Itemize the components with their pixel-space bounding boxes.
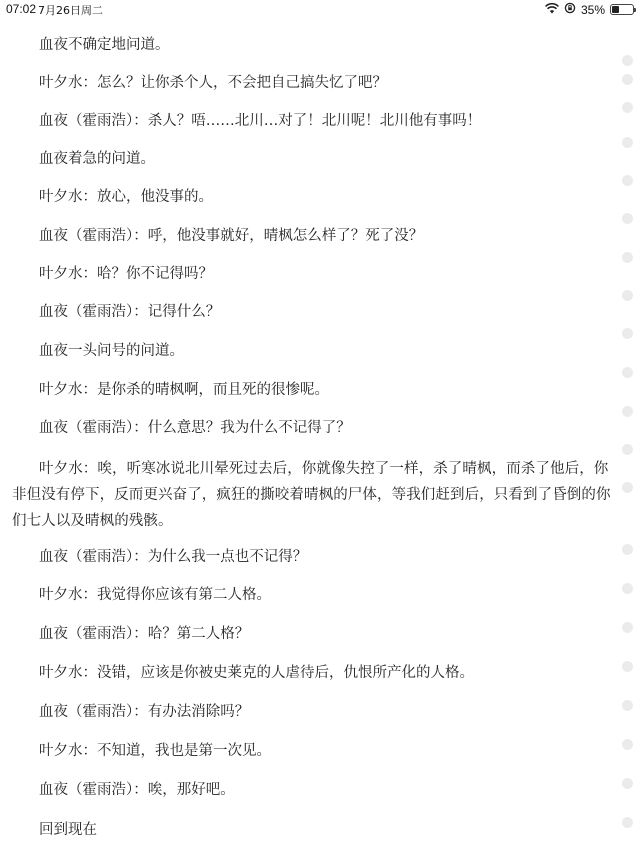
paragraph: 叶夕水：没错，应该是你被史莱克的人虐待后，仇恨所产化的人格。 xyxy=(39,665,474,681)
paragraph: 回到现在 xyxy=(39,822,97,838)
status-date: 7月26日周二 xyxy=(38,4,103,17)
paragraph: 血夜（霍雨浩）：记得什么？ xyxy=(39,304,221,320)
paragraph: 叶夕水：哈？你不记得吗？ xyxy=(39,266,213,282)
paragraph: 血夜（霍雨浩）：杀人？唔……北川…对了！北川呢！北川他有事吗！ xyxy=(39,113,482,129)
scroll-marker xyxy=(622,544,633,555)
scroll-marker xyxy=(622,661,633,672)
paragraph: 叶夕水：怎么？让你杀个人，不会把自己搞失忆了吧？ xyxy=(39,75,387,91)
scroll-marker xyxy=(622,482,633,493)
rotation-lock-icon xyxy=(564,2,576,17)
scroll-marker xyxy=(622,406,633,417)
scroll-marker xyxy=(622,367,633,378)
scroll-marker xyxy=(622,583,633,594)
paragraph: 叶夕水：唉，听寒冰说北川晕死过去后，你就像失控了一样，杀了晴枫，而杀了他后，你非但没有停下，反而更兴奋了，疯狂的撕咬着晴枫的尸体，等我们赶到后，只看到了昏倒的你们七人以及晴枫的残骸。 xyxy=(12,461,611,529)
paragraph: 血夜（霍雨浩）：什么意思？我为什么不记得了？ xyxy=(39,420,351,436)
scroll-marker xyxy=(622,328,633,339)
battery-fill xyxy=(612,6,619,13)
scroll-marker xyxy=(622,739,633,750)
status-bar xyxy=(0,0,640,20)
scroll-marker xyxy=(622,137,633,148)
paragraph: 叶夕水：不知道，我也是第一次见。 xyxy=(39,743,271,759)
scroll-marker xyxy=(622,175,633,186)
scroll-marker xyxy=(622,290,633,301)
battery-percentage: 35% xyxy=(580,2,605,17)
scroll-marker xyxy=(622,55,633,66)
scroll-marker xyxy=(622,213,633,224)
paragraph: 叶夕水：放心，他没事的。 xyxy=(39,189,213,205)
status-indicators xyxy=(545,2,634,17)
paragraph: 血夜（霍雨浩）：有办法消除吗？ xyxy=(39,704,250,720)
paragraph: 血夜（霍雨浩）：为什么我一点也不记得？ xyxy=(39,549,308,565)
status-time: 07:02 xyxy=(6,2,37,16)
paragraph: 血夜（霍雨浩）：唉，那好吧。 xyxy=(39,782,235,798)
paragraph: 血夜不确定地问道。 xyxy=(39,37,170,53)
paragraph: 叶夕水：我觉得你应该有第二人格。 xyxy=(39,587,271,603)
scroll-marker xyxy=(622,444,633,455)
scroll-marker xyxy=(622,102,633,113)
paragraph: 血夜（霍雨浩）：哈？第二人格？ xyxy=(39,626,250,642)
scroll-marker xyxy=(622,622,633,633)
paragraph: 叶夕水：是你杀的晴枫啊，而且死的很惨呢。 xyxy=(39,382,329,398)
paragraph: 血夜一头问号的问道。 xyxy=(39,343,184,359)
battery-icon xyxy=(610,4,634,15)
scroll-marker xyxy=(622,252,633,263)
wifi-icon xyxy=(545,3,559,17)
scroll-marker xyxy=(622,817,633,828)
paragraph: 血夜着急的问道。 xyxy=(39,151,155,167)
scroll-marker xyxy=(622,778,633,789)
scroll-marker xyxy=(622,700,633,711)
scroll-marker xyxy=(622,74,633,85)
paragraph: 血夜（霍雨浩）：呼，他没事就好，晴枫怎么样了？死了没？ xyxy=(39,228,424,244)
